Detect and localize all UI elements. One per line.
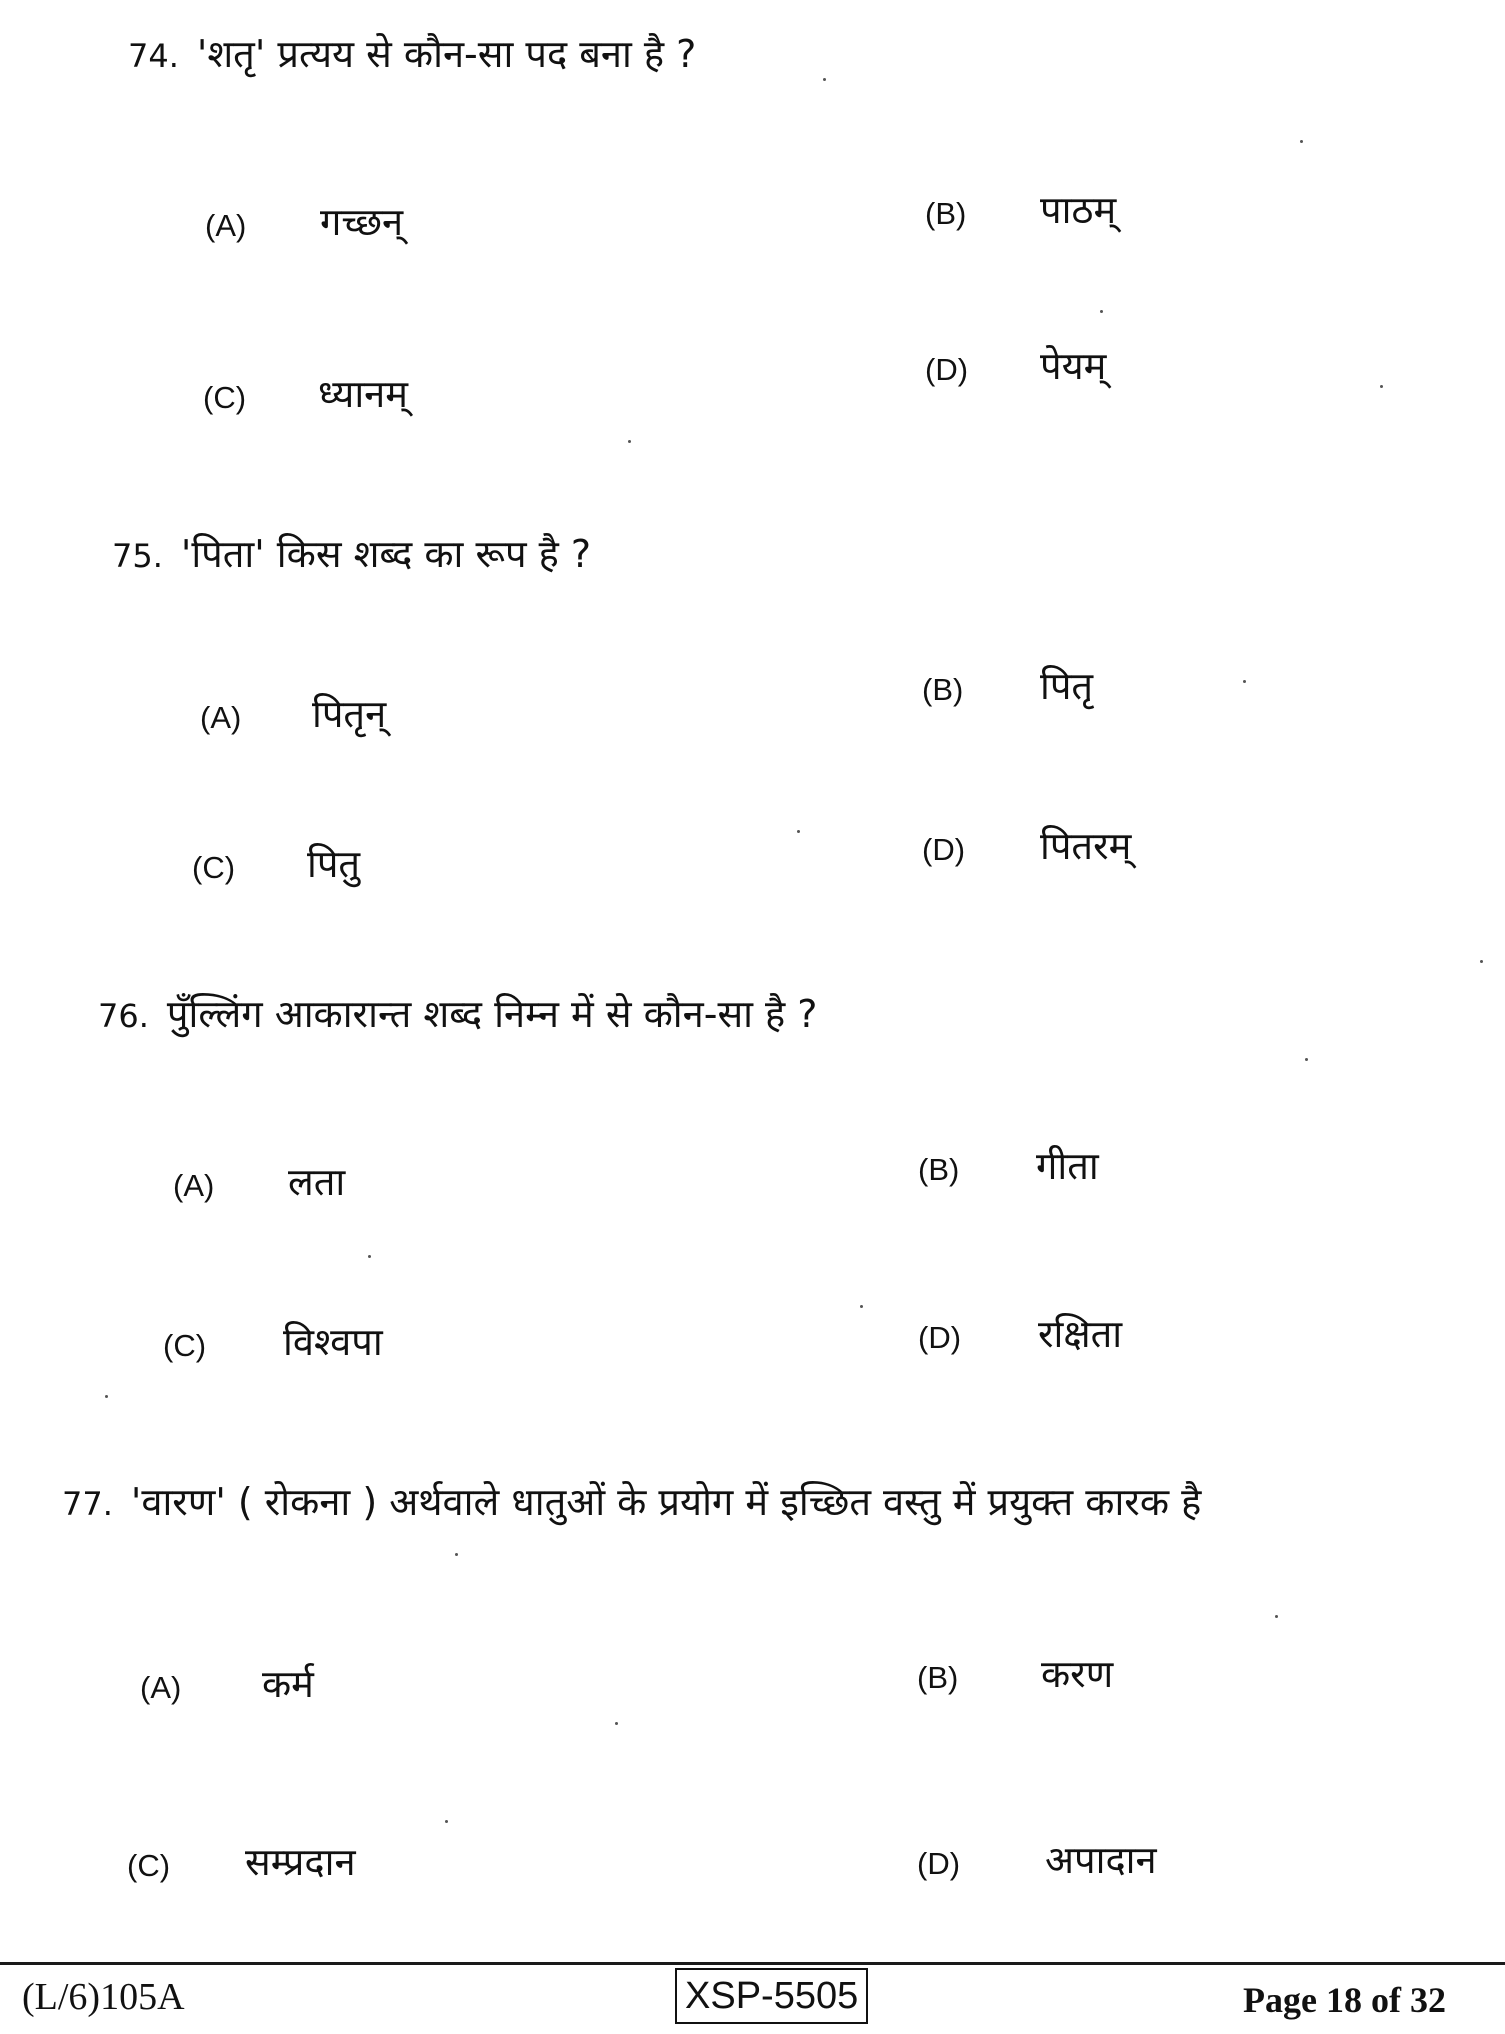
- question-number: 77.: [62, 1485, 113, 1523]
- option-text: लता: [288, 1160, 346, 1204]
- option-label: (A): [140, 1670, 182, 1705]
- option-text: अपादान: [1045, 1838, 1157, 1882]
- option-label: (C): [192, 850, 236, 885]
- option-text: गच्छन्: [320, 200, 404, 244]
- option-label: (C): [203, 380, 247, 415]
- option-label: (D): [925, 352, 969, 387]
- option-text: कर्म: [262, 1662, 314, 1706]
- option-label: (B): [922, 672, 964, 707]
- page-number: Page 18 of 32: [1243, 1980, 1446, 2020]
- scan-speck: [1480, 960, 1483, 963]
- option-label: (C): [127, 1848, 171, 1883]
- scan-speck: [1300, 140, 1303, 143]
- option-label: (B): [925, 196, 967, 231]
- footer-rule: [0, 1962, 1505, 1965]
- scan-speck: [368, 1255, 371, 1258]
- scan-speck: [1100, 310, 1103, 313]
- option-text: करण: [1041, 1652, 1114, 1696]
- scan-speck: [860, 1305, 863, 1308]
- option-label: (B): [918, 1152, 960, 1187]
- option-label: (D): [917, 1846, 961, 1881]
- option-label: (A): [173, 1168, 215, 1203]
- scan-speck: [1275, 1615, 1278, 1618]
- question-number: 76.: [98, 997, 149, 1035]
- scan-speck: [1380, 385, 1383, 388]
- option-label: (D): [918, 1320, 962, 1355]
- option-text: पाठम्: [1040, 188, 1117, 232]
- scan-speck: [615, 1722, 618, 1725]
- option-text: पितु: [307, 842, 361, 886]
- option-text: पेयम्: [1040, 344, 1107, 388]
- question-76-stem: [98, 990, 817, 1040]
- paper-code: (L/6)105A: [22, 1976, 185, 2018]
- booklet-code: XSP-5505: [675, 1968, 868, 2024]
- option-text: पितृन्: [312, 692, 387, 736]
- option-label: (A): [205, 208, 247, 243]
- option-label: (A): [200, 700, 242, 735]
- option-text: सम्प्रदान: [245, 1840, 356, 1884]
- option-text: गीता: [1036, 1144, 1099, 1188]
- scan-speck: [628, 440, 631, 443]
- option-label: (D): [922, 832, 966, 867]
- question-text: 'पिता' किस शब्द का रूप है ?: [180, 532, 592, 576]
- question-number: 74.: [128, 37, 179, 75]
- scan-speck: [455, 1553, 458, 1556]
- option-text: विश्वपा: [283, 1320, 383, 1364]
- option-text: पितृ: [1040, 664, 1094, 708]
- question-75-stem: [112, 530, 591, 580]
- scan-speck: [105, 1395, 108, 1398]
- question-77-stem: [62, 1478, 1201, 1528]
- option-text: रक्षिता: [1038, 1312, 1123, 1356]
- question-text: पुँल्लिंग आकारान्त शब्द निम्न में से कौन-सा है ?: [166, 992, 818, 1036]
- scan-speck: [1305, 1058, 1308, 1061]
- option-text: ध्यानम्: [318, 372, 408, 416]
- scan-speck: [445, 1820, 448, 1823]
- scan-speck: [1243, 680, 1246, 683]
- question-text: 'शतृ' प्रत्यय से कौन-सा पद बना है ?: [196, 32, 697, 76]
- question-74-stem: [128, 30, 696, 80]
- question-text: 'वारण' ( रोकना ) अर्थवाले धातुओं के प्रयोग में इच्छित वस्तु में प्रयुक्त कारक है: [130, 1480, 1202, 1524]
- option-label: (B): [917, 1660, 959, 1695]
- option-label: (C): [163, 1328, 207, 1363]
- question-number: 75.: [112, 537, 163, 575]
- option-text: पितरम्: [1040, 824, 1132, 868]
- scan-speck: [797, 830, 800, 833]
- scan-speck: [823, 78, 826, 81]
